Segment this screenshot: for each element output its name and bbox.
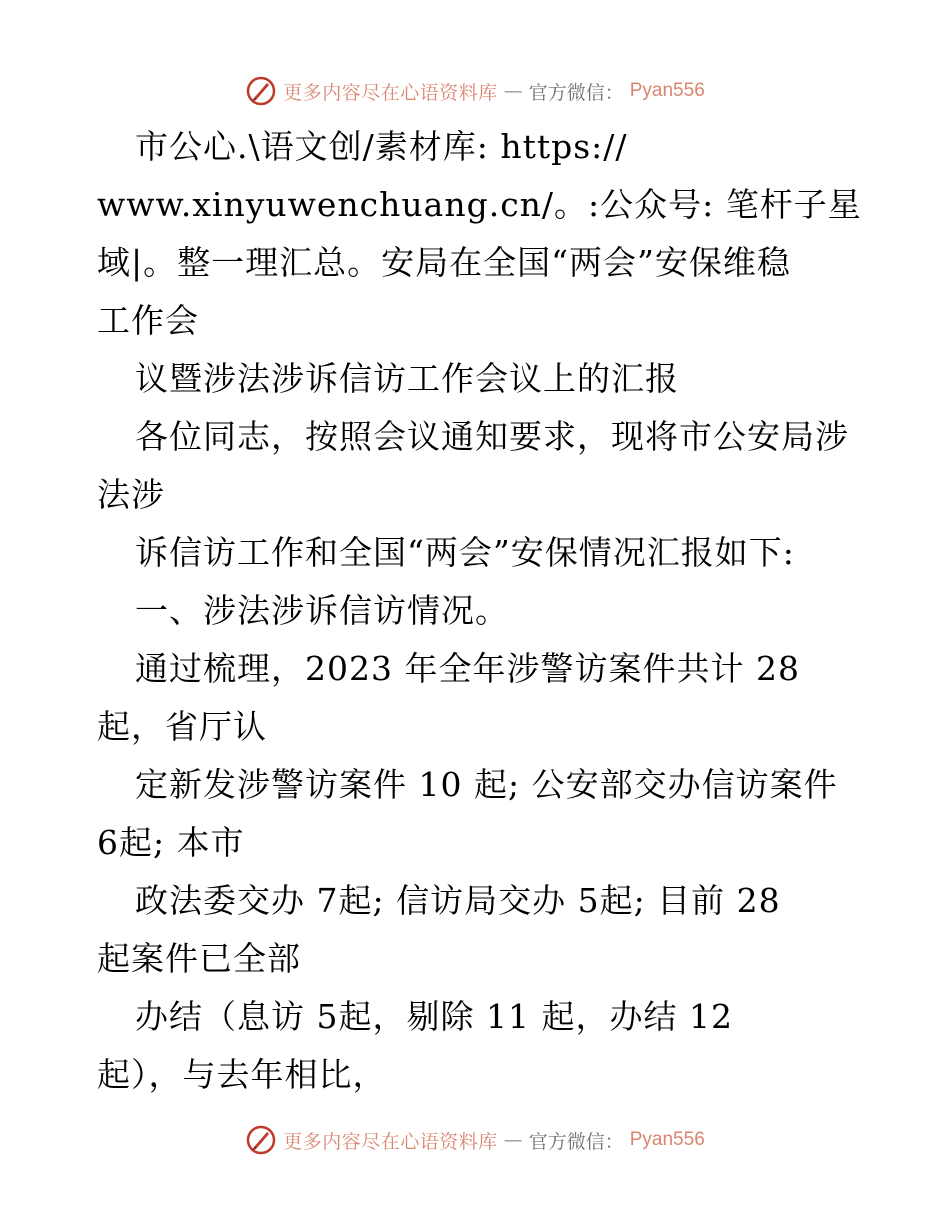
document-line: 域|。整一理汇总。安局在全国“两会”安保维稳 xyxy=(97,243,791,282)
header-banner xyxy=(0,69,950,113)
document-line: 市公心.\语文创/素材库: https:// xyxy=(135,127,628,166)
document-body xyxy=(97,118,867,1104)
section-heading: 一、涉法涉诉信访情况。 xyxy=(135,591,509,630)
document-line: 工作会 xyxy=(97,301,199,340)
document-line: 6起; 本市 xyxy=(97,823,245,862)
document-line: 通过梳理，2023 年全年涉警访案件共计 28 xyxy=(135,649,800,688)
document-line: 起案件已全部 xyxy=(97,939,301,978)
banner-official-label: 官方微信： xyxy=(528,81,624,104)
document-line: 起，省厅认 xyxy=(97,707,267,746)
document-line: 起），与去年相比， xyxy=(97,1055,387,1094)
document-line: 各位同志，按照会议通知要求，现将市公安局涉 xyxy=(135,417,849,456)
document-line: 办结（息访 5起，剔除 11 起，办结 12 xyxy=(135,997,733,1036)
banner-official-label: 官方微信： xyxy=(528,1130,624,1153)
document-line: 定新发涉警访案件 10 起; 公安部交办信访案件 xyxy=(135,765,838,804)
banner-dash: — xyxy=(503,80,523,102)
banner-wechat-id: Pyan556 xyxy=(629,80,705,101)
document-line: www.xinyuwenchuang.cn/。:公众号: 笔杆子星 xyxy=(97,185,862,224)
banner-dash: — xyxy=(503,1129,523,1151)
footer-banner xyxy=(0,1118,950,1162)
document-line: 政法委交办 7起; 信访局交办 5起; 目前 28 xyxy=(135,881,781,920)
document-line: 法涉 xyxy=(97,475,165,514)
quill-pen-logo-icon xyxy=(245,1124,277,1156)
quill-pen-logo-icon xyxy=(245,75,277,107)
document-line: 诉信访工作和全国“两会”安保情况汇报如下: xyxy=(135,533,795,572)
banner-text: 更多内容尽在心语资料库 xyxy=(283,1130,498,1153)
banner-wechat-id: Pyan556 xyxy=(629,1129,705,1150)
document-line: 议暨涉法涉诉信访工作会议上的汇报 xyxy=(135,359,679,398)
banner-text: 更多内容尽在心语资料库 xyxy=(283,81,498,104)
